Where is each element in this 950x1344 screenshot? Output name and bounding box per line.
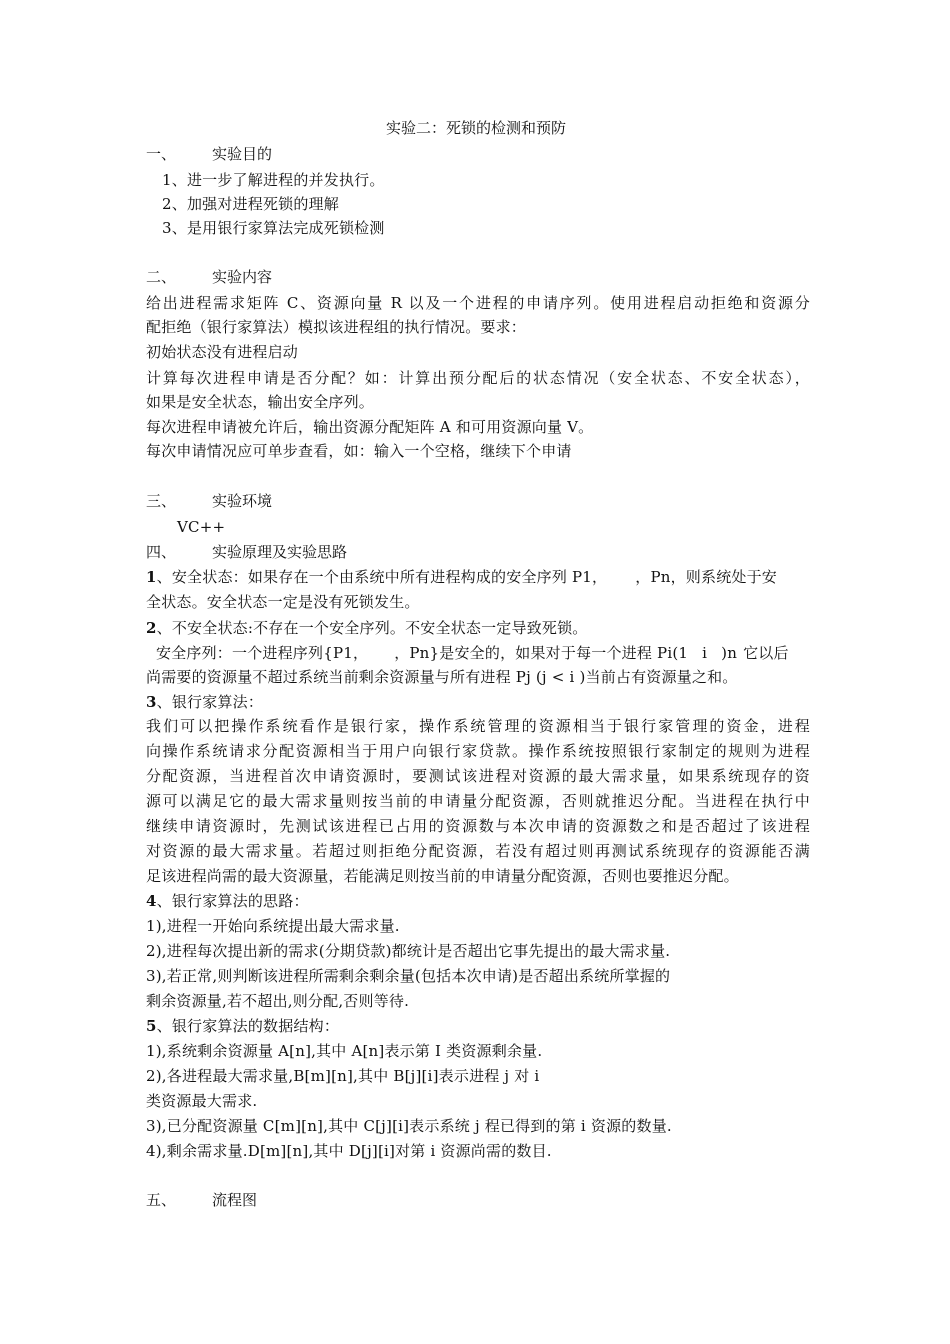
idea-line-3: 3),若正常,则判断该进程所需剩余剩余量(包括本次申请)是否超出系统所掌握的 <box>146 967 671 985</box>
content-line-4: 计算每次进程申请是否分配？如：计算出预分配后的状态情况（安全状态、不安全状态）， <box>146 369 810 387</box>
data-structure-line-3: 类资源最大需求. <box>146 1092 258 1110</box>
section-4-heading: 实验原理及实验思路 <box>212 543 348 561</box>
document-title: 实验二：死锁的检测和预防 <box>385 119 566 137</box>
principle-line-3 <box>146 618 588 638</box>
banker-paragraph-line-5: 继续申请资源时，先测试该进程已占用的资源数与本次申请的资源数之和是否超过了该进程 <box>146 817 810 835</box>
section-2-number: 二、 <box>146 268 177 286</box>
safe-seq-text-a: 安全序列：一个进程序列{P1， <box>156 644 369 662</box>
section-3-number: 三、 <box>146 492 177 510</box>
idea-line-2: 2),进程每次提出新的需求(分期贷款)都统计是否超出它事先提出的最大需求量. <box>146 942 671 960</box>
banker-paragraph-line-1: 我们可以把操作系统看作是银行家，操作系统管理的资源相当于银行家管理的资金，进程 <box>146 717 810 735</box>
banker-paragraph-line-7: 足该进程尚需的最大资源量，若能满足则按当前的申请量分配资源，否则也要推迟分配。 <box>146 867 739 885</box>
objective-item-2: 2、加强对进程死锁的理解 <box>162 195 339 213</box>
section-1-heading: 实验目的 <box>212 145 273 163</box>
banker-paragraph-line-2: 向操作系统请求分配资源相当于用户向银行家贷款。操作系统按照银行家制定的规则为进程 <box>146 742 810 760</box>
principle-2-text: 、不安全状态:不存在一个安全序列。不安全状态一定导致死锁。 <box>156 619 588 637</box>
banker-paragraph-line-3: 分配资源，当进程首次申请资源时，要测试该进程对资源的最大需求量，如果系统现存的资 <box>146 767 810 785</box>
principle-line-6 <box>146 692 263 712</box>
principle-5-number: 5 <box>146 1017 157 1035</box>
content-line-3: 初始状态没有进程启动 <box>146 343 299 361</box>
banker-paragraph-line-6: 对资源的最大需求量。若超过则拒绝分配资源，若没有超过则再测试系统现存的资源能否满 <box>146 842 810 860</box>
section-4-number: 四、 <box>146 543 177 561</box>
section-3-heading: 实验环境 <box>212 492 273 510</box>
content-line-7: 每次申请情况应可单步查看，如：输入一个空格，继续下个申请 <box>146 442 572 460</box>
objective-item-3: 3、是用银行家算法完成死锁检测 <box>162 219 385 237</box>
safe-seq-text-c: i <box>702 644 708 662</box>
safe-seq-text-d: )n <box>721 644 738 662</box>
data-structure-line-5: 4),剩余需求量.D[m][n],其中 D[j][i]对第 i 资源尚需的数目. <box>146 1142 552 1160</box>
principle-line-5: 尚需要的资源量不超过系统当前剩余资源量与所有进程 Pj (j < i )当前占有资源量之和。 <box>146 668 738 686</box>
banker-paragraph-line-4: 源可以满足它的最大需求量则按当前的申请量分配资源，否则就推迟分配。当进程在执行中 <box>146 792 810 810</box>
principle-5-text: 、银行家算法的数据结构： <box>156 1017 340 1035</box>
content-line-1: 给出进程需求矩阵 C、资源向量 R 以及一个进程的申请序列。使用进程启动拒绝和资源分 <box>146 294 810 312</box>
section-1-number: 一、 <box>146 145 177 163</box>
content-line-5: 如果是安全状态，输出安全序列。 <box>146 393 375 411</box>
principle-line-4 <box>156 643 789 663</box>
idea-line-1: 1),进程一开始向系统提出最大需求量. <box>146 917 400 935</box>
objective-item-1: 1、进一步了解进程的并发执行。 <box>162 171 385 189</box>
principle-1-text-a: 、安全状态：如果存在一个由系统中所有进程构成的安全序列 P1， <box>156 568 608 586</box>
content-line-2: 配拒绝（银行家算法）模拟该进程组的执行情况。要求： <box>146 318 527 336</box>
principle-line-2: 全状态。安全状态一定是没有死锁发生。 <box>146 593 420 611</box>
principle-3-text: 、银行家算法： <box>156 693 264 711</box>
section-2-heading: 实验内容 <box>212 268 273 286</box>
principle-4-number: 4 <box>146 892 157 910</box>
data-structure-line-4: 3),已分配资源量 C[m][n],其中 C[j][i]表示系统 j 程已得到的第 i 资源的数量. <box>146 1117 672 1135</box>
principle-3-number: 3 <box>146 693 157 711</box>
content-line-6: 每次进程申请被允许后，输出资源分配矩阵 A 和可用资源向量 V。 <box>146 418 594 436</box>
principle-1-text-b: ，Pn，则系统处于安 <box>635 568 778 586</box>
principle-line-1 <box>146 567 777 587</box>
environment-value: VC++ <box>177 518 226 536</box>
safe-seq-text-e: 它以后 <box>743 644 789 662</box>
section-5-number: 五、 <box>146 1191 177 1209</box>
principle-2-number: 2 <box>146 619 157 637</box>
principle-4-text: 、银行家算法的思路： <box>156 892 309 910</box>
idea-line-4: 剩余资源量,若不超出,则分配,否则等待. <box>146 992 410 1010</box>
principle-1-number: 1 <box>146 568 157 586</box>
data-structure-line-2: 2),各进程最大需求量,B[m][n],其中 B[j][i]表示进程 j 对 i <box>146 1067 540 1085</box>
principle-line-7 <box>146 891 309 911</box>
data-structure-line-1: 1),系统剩余资源量 A[n],其中 A[n]表示第 I 类资源剩余量. <box>146 1042 543 1060</box>
principle-line-8 <box>146 1016 339 1036</box>
safe-seq-text-b: ，Pn}是安全的，如果对于每一个进程 Pi(1 <box>394 644 689 662</box>
section-5-heading: 流程图 <box>212 1191 258 1209</box>
